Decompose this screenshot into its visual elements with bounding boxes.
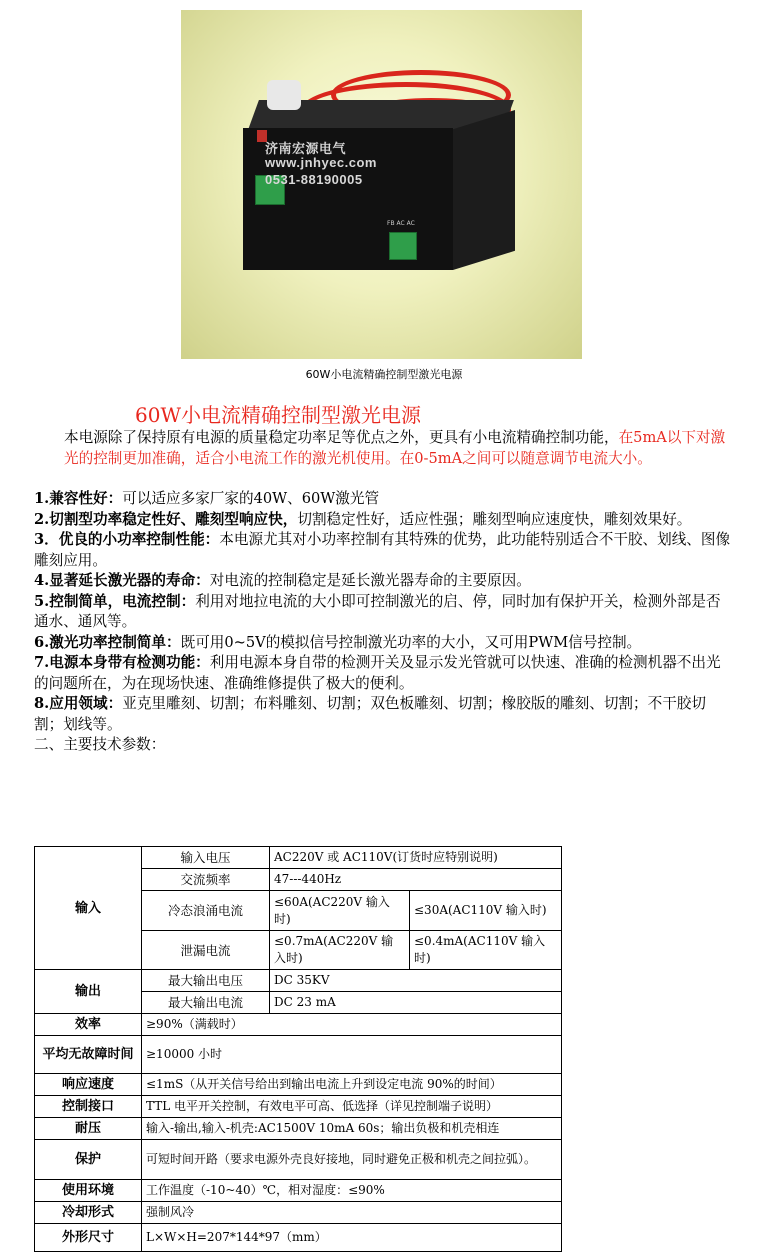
spec-label: 效率 — [35, 1014, 142, 1036]
high-voltage-connector — [267, 80, 301, 110]
spec-label: 最大输出电压 — [142, 970, 270, 992]
section-heading: 二、主要技术参数： — [34, 736, 166, 753]
photo-caption: 60W小电流精确控制型激光电源 — [305, 368, 463, 381]
input-header: 输入 — [35, 847, 142, 970]
product-photo — [181, 10, 582, 359]
output-header: 输出 — [35, 970, 142, 1014]
spec-label: 耐压 — [35, 1118, 142, 1140]
spec-value: DC 35KV — [270, 970, 562, 992]
page-title: 60W小电流精确控制型激光电源 — [135, 403, 422, 427]
spec-value: ≤0.7mA(AC220V 输入时) — [270, 931, 410, 970]
spec-value: ≥90%（满载时） — [142, 1014, 562, 1036]
spec-value: 可短时间开路（要求电源外壳良好接地，同时避免正极和机壳之间拉弧）。 — [142, 1140, 562, 1180]
watermark-company: 济南宏源电气 — [265, 141, 347, 156]
spec-table — [34, 846, 562, 1252]
terminal-label: FB AC AC — [387, 220, 415, 227]
feature-item: 6.激光功率控制简单：既可用0~5V的模拟信号控制激光功率的大小，又可用PWM信号控制。 — [34, 633, 642, 651]
watermark-url: www.jnhyec.com — [265, 155, 377, 170]
spec-label: 冷却形式 — [35, 1202, 142, 1224]
spec-value: ≤0.4mA(AC110V 输入时) — [410, 931, 562, 970]
spec-label: 控制接口 — [35, 1096, 142, 1118]
spec-value: ≤60A(AC220V 输入时) — [270, 891, 410, 931]
spec-label: 冷态浪涌电流 — [142, 891, 270, 931]
intro-paragraph — [34, 428, 734, 469]
feature-item: 4.显著延长激光器的寿命：对电流的控制稳定是延长激光器寿命的主要原因。 — [34, 572, 531, 589]
spec-value: ≤30A(AC110V 输入时) — [410, 891, 562, 931]
spec-label: 交流频率 — [142, 869, 270, 891]
feature-item: 1.兼容性好：可以适应多家厂家的40W、60W激光管 — [34, 490, 380, 507]
spec-label: 泄漏电流 — [142, 931, 270, 970]
product-description — [34, 428, 734, 756]
spec-value: TTL 电平开关控制，有效电平可高、低选择（详见控制端子说明） — [142, 1096, 562, 1118]
spec-value: L×W×H=207*144*97（mm） — [142, 1224, 562, 1252]
feature-item: 3．优良的小功率控制性能：本电源尤其对小功率控制有其特殊的优势，此功能特别适合不干胶、划线、图像雕刻应用。 — [34, 531, 731, 569]
spec-label: 最大输出电流 — [142, 992, 270, 1014]
spec-label: 保护 — [35, 1140, 142, 1180]
spec-label: 平均无故障时间 — [35, 1036, 142, 1074]
spec-value: AC220V 或 AC110V(订货时应特别说明) — [270, 847, 562, 869]
spec-value: ≤1mS（从开关信号给出到输出电流上升到设定电流 90%的时间） — [142, 1074, 562, 1096]
feature-item: 7.电源本身带有检测功能：利用电源本身自带的检测开关及显示发光管就可以快速、准确的检测机器不出光的问题所在，为在现场快速、准确维修提供了极大的便利。 — [34, 654, 721, 692]
intro-text: 本电源除了保持原有电源的质量稳定功率足等优点之外，更具有小电流精确控制功能， — [64, 429, 619, 446]
spec-value: 工作温度（-10~40）℃，相对湿度：≤90% — [142, 1180, 562, 1202]
ac-terminal-block — [389, 232, 417, 260]
intro-highlight: 在5mA以下对激光的控制更加准确，适合小电流工作的激光机使用。在0-5mA之间可以随意调节电流大小。 — [64, 429, 726, 467]
watermark-phone: 0531-88190005 — [265, 172, 363, 187]
feature-item: 2.切割型功率稳定性好、雕刻型响应快，切割稳定性好，适应性强；雕刻型响应速度快，雕刻效果好。 — [34, 510, 692, 528]
spec-value: DC 23 mA — [270, 992, 562, 1014]
feature-item: 5.控制简单，电流控制：利用对地拉电流的大小即可控制激光的启、停，同时加有保护开关，检测外部是否通水、通风等。 — [34, 592, 721, 630]
spec-value: 强制风冷 — [142, 1202, 562, 1224]
spec-label: 使用环境 — [35, 1180, 142, 1202]
spec-value: ≥10000 小时 — [142, 1036, 562, 1074]
spec-label: 响应速度 — [35, 1074, 142, 1096]
feature-item: 8.应用领域：亚克里雕刻、切割；布料雕刻、切割；双色板雕刻、切割；橡胶版的雕刻、切割；不干胶切割；划线等。 — [34, 695, 706, 733]
spec-label: 外形尺寸 — [35, 1224, 142, 1252]
spec-value: 输入-输出,输入-机壳:AC1500V 10mA 60s；输出负极和机壳相连 — [142, 1118, 562, 1140]
spec-value: 47---440Hz — [270, 869, 562, 891]
spec-label: 输入电压 — [142, 847, 270, 869]
